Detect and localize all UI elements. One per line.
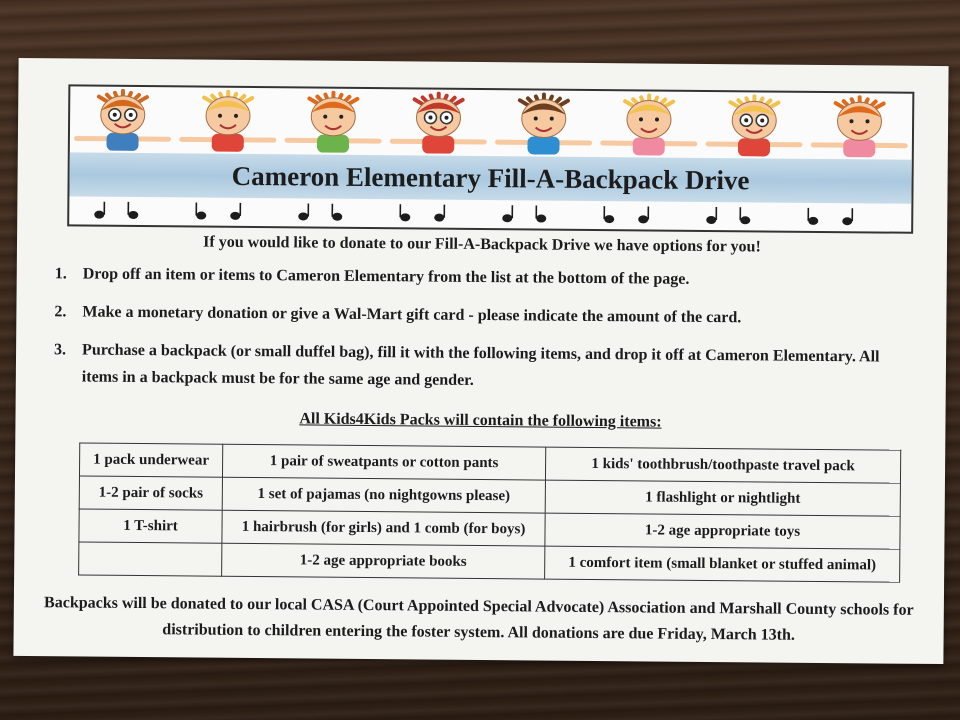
option-number: 3. [54, 341, 67, 359]
table-cell [79, 542, 222, 576]
kid-figure [708, 96, 801, 157]
items-table [78, 442, 901, 582]
music-note-icon [298, 203, 308, 220]
kid-figure [392, 93, 485, 154]
table-cell: 1 set of pajamas (no nightgowns please) [222, 477, 545, 513]
option-text: Purchase a backpack (or small duffel bag), fill it with the following items, and drop it off at Cameron Elementary. All items in a backpack must be for the same age and gender. [81, 341, 880, 389]
option-item-3 [54, 336, 914, 389]
music-note-icon [740, 207, 750, 224]
flyer-title: Cameron Elementary Fill-A-Backpack Drive [231, 160, 750, 196]
kids-illustration [70, 88, 913, 157]
table-cell: 1-2 age appropriate books [222, 543, 545, 579]
option-text: Make a monetary donation or give a Wal-Mart gift card - please indicate the amount of the card. [82, 303, 742, 327]
music-note-icon [94, 202, 104, 219]
table-cell: 1 flashlight or nightlight [545, 480, 900, 516]
table-cell: 1 kids' toothbrush/toothpaste travel pack [545, 447, 900, 483]
table-cell: 1 T-shirt [79, 509, 222, 543]
kid-figure [76, 90, 169, 151]
kid-figure [287, 92, 380, 153]
table-cell: 1 pack underwear [79, 443, 222, 477]
music-note-icon [230, 203, 240, 220]
option-number: 2. [54, 303, 67, 321]
music-note-icon [638, 206, 648, 223]
flyer-paper [13, 58, 948, 664]
music-note-icon [706, 207, 716, 224]
table-cell: 1 comfort item (small blanket or stuffed animal) [545, 546, 900, 582]
kid-figure [182, 91, 275, 152]
option-item-2 [54, 298, 915, 327]
music-note-icon [502, 205, 512, 222]
table-row [79, 542, 900, 582]
intro-text: If you would like to donate to our Fill-A-Backpack Drive we have options for you! [203, 233, 761, 256]
option-number: 1. [54, 265, 67, 283]
music-note-icon [434, 205, 444, 222]
music-note-icon [400, 204, 410, 221]
kid-figure [603, 95, 696, 156]
table-cell: 1 pair of sweatpants or cotton pants [222, 444, 545, 480]
kid-figure [813, 97, 906, 158]
music-note-icon [604, 206, 614, 223]
header-banner [67, 84, 914, 233]
music-note-icon [842, 208, 852, 225]
music-note-icon [808, 208, 818, 225]
footer-text: Backpacks will be donated to our local CASA (Court Appointed Special Advocate) Association and Marshall County schools for distribution to children entering the foster system. All donations are due Friday, March 13th. [44, 594, 914, 644]
music-note-icon [332, 204, 342, 221]
table-cell: 1-2 age appropriate toys [545, 513, 900, 549]
table-cell: 1-2 pair of socks [79, 476, 222, 510]
kid-figure [497, 94, 590, 155]
option-text: Drop off an item or items to Cameron Elementary from the list at the bottom of the page. [82, 265, 690, 288]
table-cell: 1 hairbrush (for girls) and 1 comb (for boys) [222, 510, 545, 546]
option-item-1 [54, 260, 915, 288]
music-note-icon [128, 202, 138, 219]
packs-heading: All Kids4Kids Packs will contain the following items: [299, 410, 662, 431]
music-note-icon [196, 203, 206, 220]
music-note-icon [536, 205, 546, 222]
